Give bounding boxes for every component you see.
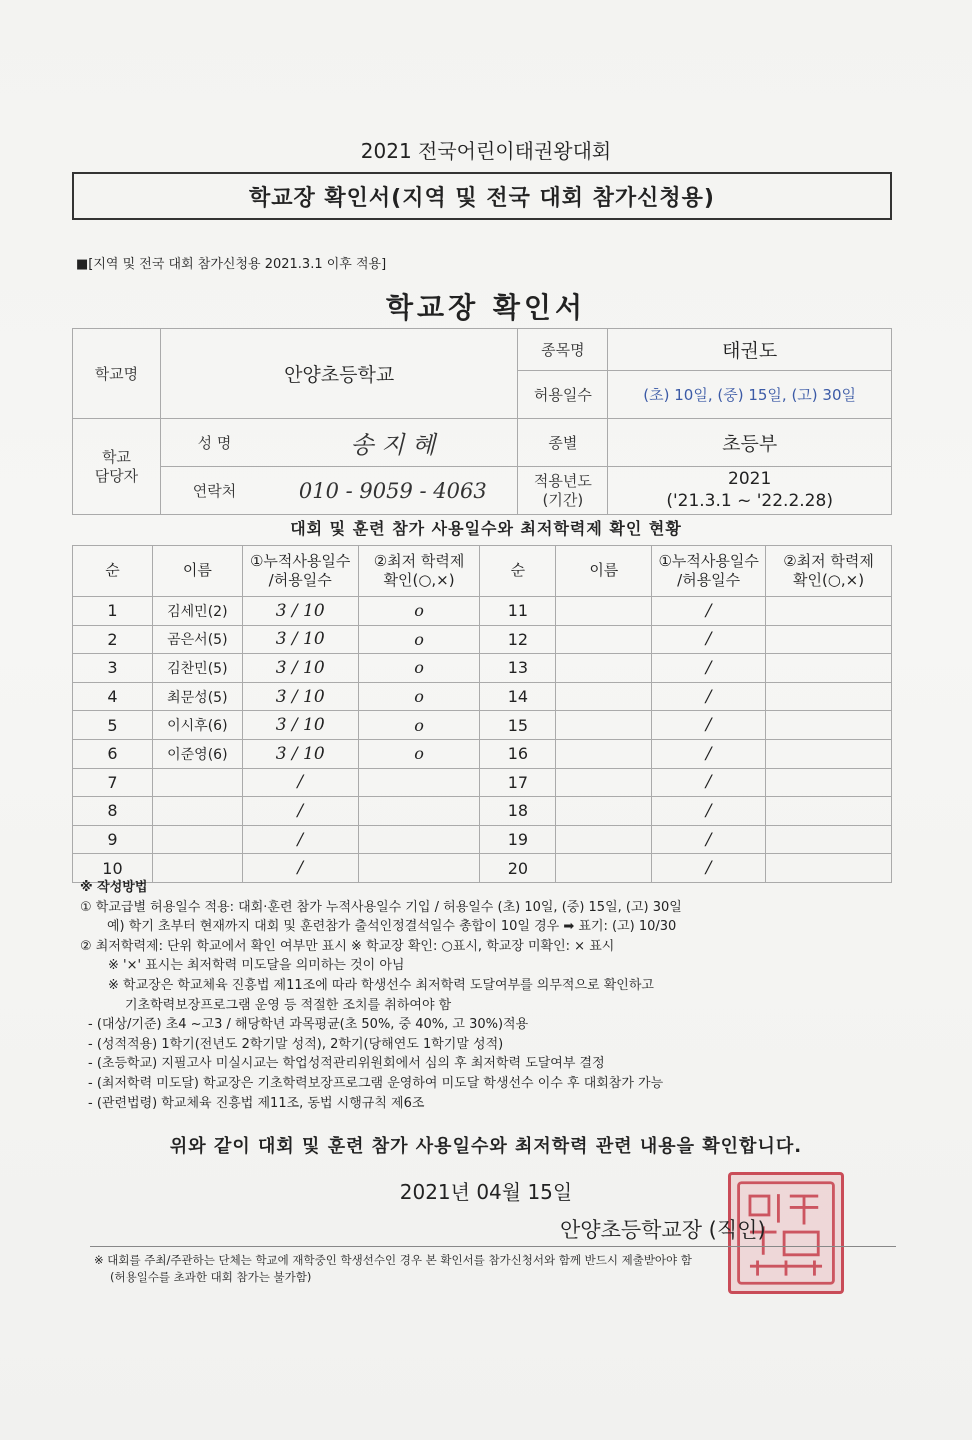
academic-check <box>766 825 892 854</box>
header-no-right: 순 <box>480 546 556 597</box>
notice: ■[지역 및 전국 대회 참가신청용 2021.3.1 이후 적용] <box>76 257 387 272</box>
student-name: 이시후(6) <box>152 711 242 740</box>
row-no: 16 <box>480 739 556 768</box>
roster-body <box>73 546 892 883</box>
roster-row <box>73 739 892 768</box>
academic-check <box>358 768 480 797</box>
usage-days: / <box>242 825 358 854</box>
header-check <box>358 546 480 597</box>
academic-check <box>766 768 892 797</box>
roster-row <box>73 768 892 797</box>
header-usage-right-line2: /허용일수 <box>677 571 741 589</box>
row-no: 20 <box>480 854 556 883</box>
methods-line-2: 예) 학기 초부터 현재까지 대회 및 훈련참가 출석인정결석일수 총합이 10일 경우 ➡ 표기: (고) 10/30 <box>107 919 677 935</box>
methods-line-10: - (최저학력 미도달) 학교장은 기초학력보장프로그램 운영하여 미도달 학생선수 이수 후 대회참가 가능 <box>88 1075 664 1091</box>
row-no: 13 <box>480 654 556 683</box>
header-usage <box>242 546 358 597</box>
methods-line-3: ② 최저학력제: 단위 학교에서 확인 여부만 표시 ※ 학교장 확인: ○표시, 학교장 미확인: × 표시 <box>80 938 615 954</box>
academic-check <box>358 797 480 826</box>
phone-value: 010 - 9059 - 4063 <box>268 467 518 515</box>
header-usage-line2: /허용일수 <box>268 571 332 589</box>
name-label: 성 명 <box>160 419 268 467</box>
usage-days: 3 / 10 <box>242 739 358 768</box>
row-no: 6 <box>73 739 153 768</box>
header-check-right-line2: 확인(○,×) <box>792 571 865 589</box>
school-name-value: 안양초등학교 <box>160 329 518 419</box>
form-title: 학교장 확인서(지역 및 전국 대회 참가신청용) <box>249 185 715 211</box>
year-label-line2: (기간) <box>542 490 584 509</box>
usage-days: 3 / 10 <box>242 711 358 740</box>
header-check-right <box>766 546 892 597</box>
usage-days: / <box>652 854 766 883</box>
header-usage-right-line1: ①누적사용일수 <box>658 551 759 570</box>
year-value-year: 2021 <box>728 469 772 490</box>
usage-days: / <box>652 625 766 654</box>
usage-days: / <box>652 597 766 626</box>
row-no: 5 <box>73 711 153 740</box>
header-check-line1: ②최저 학력제 <box>373 551 465 570</box>
header-check-right-line1: ②최저 학력제 <box>783 551 874 570</box>
student-name <box>556 711 652 740</box>
academic-check <box>766 682 892 711</box>
student-name <box>152 797 242 826</box>
allowed-days-label: 허용일수 <box>518 371 608 419</box>
methods-line-6: 기초학력보장프로그램 운영 등 적절한 조치를 취하여야 함 <box>125 997 452 1013</box>
roster-row <box>73 797 892 826</box>
usage-days: 3 / 10 <box>242 654 358 683</box>
header-name-right: 이름 <box>556 546 652 597</box>
student-name: 이준영(6) <box>152 739 242 768</box>
roster-row <box>73 625 892 654</box>
footer-note-line2: (허용일수를 초과한 대회 참가는 불가함) <box>110 1270 312 1284</box>
academic-check <box>766 797 892 826</box>
row-no: 8 <box>73 797 153 826</box>
student-name <box>556 825 652 854</box>
header-usage-line1: ①누적사용일수 <box>249 551 351 570</box>
row-no: 9 <box>73 825 153 854</box>
student-name <box>556 739 652 768</box>
roster-table <box>72 545 892 883</box>
student-name: 김찬민(5) <box>152 654 242 683</box>
row-no: 1 <box>73 597 153 626</box>
phone-label: 연락처 <box>160 467 268 515</box>
student-name <box>556 682 652 711</box>
academic-check <box>766 654 892 683</box>
methods-line-1: ① 학교급별 허용일수 적용: 대회·훈련 참가 누적사용일수 기입 / 허용일수 (초) 10일, (중) 15일, (고) 30일 <box>80 899 682 915</box>
school-name-label: 학교명 <box>73 329 161 419</box>
header-usage-right <box>652 546 766 597</box>
sport-label: 종목명 <box>518 329 608 371</box>
event-title: 2021 전국어린이태권왕대회 <box>360 139 612 163</box>
usage-days: / <box>242 797 358 826</box>
main-title: 학교장 확인서 <box>385 291 587 324</box>
methods-line-4: ※ '×' 표시는 최저학력 미도달을 의미하는 것이 아님 <box>108 958 405 974</box>
allowed-days-value: (초) 10일, (중) 15일, (고) 30일 <box>608 371 892 419</box>
academic-check: o <box>358 654 480 683</box>
row-no: 2 <box>73 625 153 654</box>
sport-value: 태권도 <box>608 329 892 371</box>
usage-days: 3 / 10 <box>242 597 358 626</box>
academic-check: o <box>358 711 480 740</box>
footer-divider <box>90 1246 896 1247</box>
academic-check: o <box>358 739 480 768</box>
roster-row <box>73 597 892 626</box>
academic-check <box>766 625 892 654</box>
usage-days: 3 / 10 <box>242 682 358 711</box>
row-no: 3 <box>73 654 153 683</box>
roster-row <box>73 654 892 683</box>
header-no: 순 <box>73 546 153 597</box>
row-no: 14 <box>480 682 556 711</box>
confirmation-statement: 위와 같이 대회 및 훈련 참가 사용일수와 최저학력 관련 내용을 확인합니다. <box>169 1136 803 1157</box>
student-name <box>556 625 652 654</box>
year-label <box>518 467 608 515</box>
row-no: 18 <box>480 797 556 826</box>
student-name <box>556 597 652 626</box>
academic-check <box>766 739 892 768</box>
usage-days: / <box>652 654 766 683</box>
footer-note <box>94 1252 692 1286</box>
student-name <box>556 797 652 826</box>
principal-signature-line: 안양초등학교장 (직인) <box>560 1218 766 1242</box>
usage-days: / <box>652 825 766 854</box>
methods-line-8: - (성적적용) 1학기(전년도 2학기말 성적), 2학기(당해연도 1학기말 성적) <box>88 1036 504 1052</box>
row-no: 12 <box>480 625 556 654</box>
contact-label <box>73 419 161 515</box>
methods-line-5: ※ 학교장은 학교체육 진흥법 제11조에 따라 학생선수 최저학력 도달여부를 의무적으로 확인하고 <box>108 977 654 993</box>
student-name: 김세민(2) <box>152 597 242 626</box>
academic-check: o <box>358 597 480 626</box>
row-no: 19 <box>480 825 556 854</box>
contact-label-line2: 담당자 <box>94 466 139 485</box>
student-name: 최문성(5) <box>152 682 242 711</box>
form-title-box <box>72 172 892 220</box>
division-label: 종별 <box>518 419 608 467</box>
row-no: 7 <box>73 768 153 797</box>
usage-days: / <box>242 768 358 797</box>
usage-days: / <box>652 682 766 711</box>
usage-days: / <box>652 797 766 826</box>
division-value: 초등부 <box>608 419 892 467</box>
student-name <box>556 654 652 683</box>
contact-label-line1: 학교 <box>101 447 131 466</box>
roster-row <box>73 711 892 740</box>
row-no: 17 <box>480 768 556 797</box>
roster-row <box>73 825 892 854</box>
methods-title: ※ 작성방법 <box>80 880 148 895</box>
header-check-line2: 확인(○,×) <box>383 571 455 589</box>
year-value-period: ('21.3.1 ~ '22.2.28) <box>666 490 833 511</box>
footer-note-line1: ※ 대회를 주최/주관하는 단체는 학교에 재학중인 학생선수인 경우 본 확인서를 참가신청서와 함께 반드시 제출받아야 함 <box>94 1253 692 1267</box>
year-value <box>608 467 892 515</box>
methods-line-11: - (관련법령) 학교체육 진흥법 제11조, 동법 시행규칙 제6조 <box>88 1095 425 1111</box>
row-no: 11 <box>480 597 556 626</box>
methods-line-7: - (대상/기준) 초4 ~고3 / 해당학년 과목평균(초 50%, 중 40%, 고 30%)적용 <box>88 1017 529 1033</box>
row-no: 4 <box>73 682 153 711</box>
student-name: 곰은서(5) <box>152 625 242 654</box>
header-name: 이름 <box>152 546 242 597</box>
student-name <box>152 825 242 854</box>
methods-line-9: - (초등학교) 지필고사 미실시교는 학업성적관리위원회에서 심의 후 최저학력 도달여부 결정 <box>88 1056 605 1072</box>
usage-days: 3 / 10 <box>242 625 358 654</box>
usage-days: / <box>242 854 358 883</box>
section-title: 대회 및 훈련 참가 사용일수와 최저학력제 확인 현황 <box>290 519 682 538</box>
info-table <box>72 328 892 515</box>
year-label-line1: 적용년도 <box>533 471 592 490</box>
row-no: 15 <box>480 711 556 740</box>
academic-check <box>766 711 892 740</box>
roster-header-row <box>73 546 892 597</box>
issue-date: 2021년 04월 15일 <box>399 1180 573 1204</box>
row-no: 10 <box>73 854 153 883</box>
usage-days: / <box>652 739 766 768</box>
academic-check <box>766 597 892 626</box>
student-name <box>556 768 652 797</box>
contact-name-value: 송 지 혜 <box>268 419 518 467</box>
academic-check: o <box>358 682 480 711</box>
usage-days: / <box>652 768 766 797</box>
academic-check <box>358 825 480 854</box>
roster-row <box>73 682 892 711</box>
academic-check: o <box>358 625 480 654</box>
writing-methods <box>80 878 900 1113</box>
usage-days: / <box>652 711 766 740</box>
student-name <box>152 768 242 797</box>
